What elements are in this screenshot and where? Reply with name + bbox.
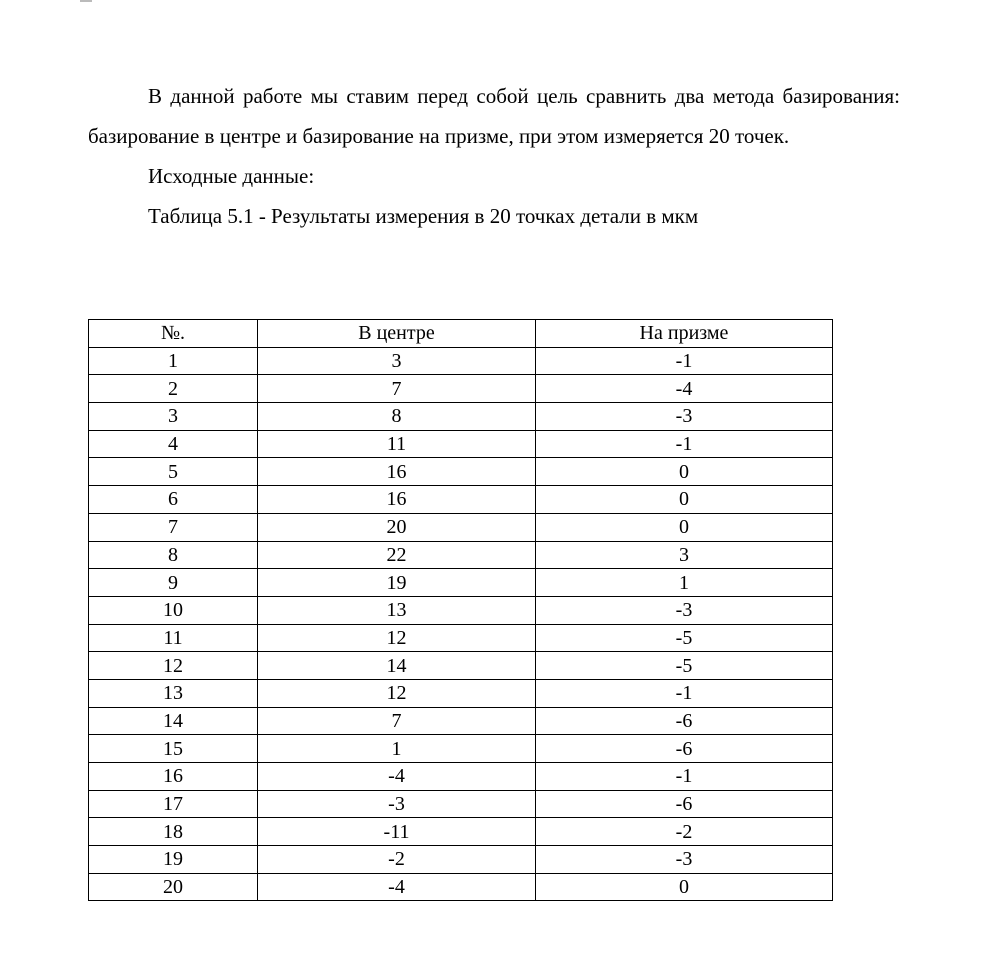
cell-number: 9	[89, 569, 258, 597]
cell-center: -11	[258, 818, 536, 846]
cell-center: 16	[258, 458, 536, 486]
cell-number: 7	[89, 513, 258, 541]
header-number: №.	[89, 320, 258, 348]
cell-number: 4	[89, 430, 258, 458]
cell-prism: -6	[536, 735, 833, 763]
cell-prism: -1	[536, 430, 833, 458]
cell-number: 8	[89, 541, 258, 569]
cell-prism: 0	[536, 873, 833, 901]
table-row	[89, 403, 833, 431]
cell-center: 7	[258, 375, 536, 403]
table-row	[89, 430, 833, 458]
cell-number: 14	[89, 707, 258, 735]
cell-center: 13	[258, 596, 536, 624]
cell-prism: -1	[536, 763, 833, 791]
table-row	[89, 458, 833, 486]
table-row	[89, 624, 833, 652]
cell-number: 15	[89, 735, 258, 763]
cell-number: 18	[89, 818, 258, 846]
cell-number: 13	[89, 679, 258, 707]
cell-center: 12	[258, 624, 536, 652]
cell-center: -3	[258, 790, 536, 818]
header-center: В центре	[258, 320, 536, 348]
cell-number: 1	[89, 347, 258, 375]
table-row	[89, 513, 833, 541]
table-row	[89, 763, 833, 791]
table-caption: Таблица 5.1 - Результаты измерения в 20 точках детали в мкм	[148, 204, 699, 228]
cell-center: -4	[258, 873, 536, 901]
table-row	[89, 652, 833, 680]
cell-number: 3	[89, 403, 258, 431]
source-data-label: Исходные данные:	[148, 164, 315, 188]
cell-center: 7	[258, 707, 536, 735]
cell-prism: -1	[536, 347, 833, 375]
cell-center: 16	[258, 486, 536, 514]
cell-center: -2	[258, 846, 536, 874]
cell-center: 11	[258, 430, 536, 458]
cell-prism: 1	[536, 569, 833, 597]
cell-prism: 3	[536, 541, 833, 569]
cell-number: 12	[89, 652, 258, 680]
intro-paragraph: В данной работе мы ставим перед собой цель сравнить два метода базирования: базирование в центре и базирование на призме, при этом измеряется 20 точек.	[88, 84, 900, 148]
table-row	[89, 486, 833, 514]
table-row	[89, 596, 833, 624]
cell-center: 20	[258, 513, 536, 541]
cell-prism: 0	[536, 458, 833, 486]
cell-prism: -5	[536, 624, 833, 652]
cell-prism: -3	[536, 846, 833, 874]
table-row	[89, 347, 833, 375]
cell-center: 3	[258, 347, 536, 375]
cell-number: 5	[89, 458, 258, 486]
table-header-row	[89, 320, 833, 348]
cell-prism: -3	[536, 403, 833, 431]
cell-prism: -1	[536, 679, 833, 707]
table-row	[89, 846, 833, 874]
cell-prism: 0	[536, 486, 833, 514]
cell-number: 16	[89, 763, 258, 791]
cell-number: 20	[89, 873, 258, 901]
table-row	[89, 818, 833, 846]
cell-prism: -6	[536, 707, 833, 735]
cell-center: 19	[258, 569, 536, 597]
table-row	[89, 790, 833, 818]
cell-prism: -4	[536, 375, 833, 403]
cell-number: 2	[89, 375, 258, 403]
header-prism: На призме	[536, 320, 833, 348]
table-row	[89, 569, 833, 597]
page-corner-mark	[80, 0, 92, 2]
cell-number: 10	[89, 596, 258, 624]
cell-number: 19	[89, 846, 258, 874]
cell-prism: -5	[536, 652, 833, 680]
cell-prism: -2	[536, 818, 833, 846]
cell-center: 1	[258, 735, 536, 763]
cell-number: 6	[89, 486, 258, 514]
document-body	[88, 76, 900, 236]
cell-center: 12	[258, 679, 536, 707]
cell-center: 14	[258, 652, 536, 680]
cell-center: -4	[258, 763, 536, 791]
cell-prism: -3	[536, 596, 833, 624]
cell-center: 22	[258, 541, 536, 569]
table-row	[89, 707, 833, 735]
table-row	[89, 541, 833, 569]
table-row	[89, 375, 833, 403]
table-row	[89, 735, 833, 763]
cell-prism: 0	[536, 513, 833, 541]
cell-prism: -6	[536, 790, 833, 818]
measurement-table	[88, 319, 833, 901]
cell-center: 8	[258, 403, 536, 431]
table-row	[89, 679, 833, 707]
table-row	[89, 873, 833, 901]
cell-number: 17	[89, 790, 258, 818]
cell-number: 11	[89, 624, 258, 652]
